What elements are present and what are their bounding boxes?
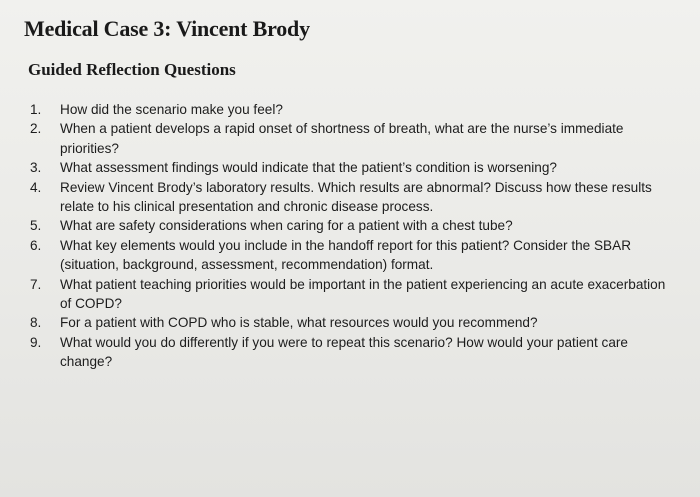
question-item (30, 216, 670, 235)
question-text: What would you do differently if you were to repeat this scenario? How would your patient care change? (60, 334, 628, 370)
question-number: 9. (30, 334, 42, 350)
question-text: What patient teaching priorities would be important in the patient experiencing an acute exacerbation of COPD? (60, 276, 666, 312)
question-item (30, 313, 670, 332)
question-item (30, 333, 670, 372)
page-title: Medical Case 3: Vincent Brody (24, 16, 310, 41)
question-number: 5. (30, 218, 42, 234)
question-list (30, 100, 670, 372)
question-item (30, 178, 670, 217)
question-text: When a patient develops a rapid onset of shortness of breath, what are the nurse’s immediate priorities? (60, 121, 624, 156)
question-text: For a patient with COPD who is stable, what resources would you recommend? (60, 315, 538, 331)
question-text: What assessment findings would indicate that the patient’s condition is worsening? (60, 160, 557, 176)
question-number: 1. (30, 102, 42, 117)
question-number: 7. (30, 276, 42, 292)
question-number: 4. (30, 179, 42, 195)
question-number: 8. (30, 315, 42, 331)
question-text: What are safety considerations when caring for a patient with a chest tube? (60, 218, 513, 234)
question-number: 2. (30, 121, 42, 137)
question-number: 3. (30, 160, 42, 176)
section-heading: Guided Reflection Questions (28, 60, 236, 79)
question-text: Review Vincent Brody’s laboratory results. Which results are abnormal? Discuss how these results relate to his clinical presentation and chronic disease process. (60, 179, 652, 215)
question-number: 6. (30, 237, 42, 253)
question-item (30, 275, 670, 314)
question-item (30, 236, 670, 275)
question-item (30, 158, 670, 177)
question-text: What key elements would you include in the handoff report for this patient? Consider the SBAR (situation, background, assessment, recommendation) format. (60, 237, 632, 273)
question-item (30, 119, 670, 158)
question-item (30, 100, 670, 119)
question-text: How did the scenario make you feel? (60, 102, 283, 117)
